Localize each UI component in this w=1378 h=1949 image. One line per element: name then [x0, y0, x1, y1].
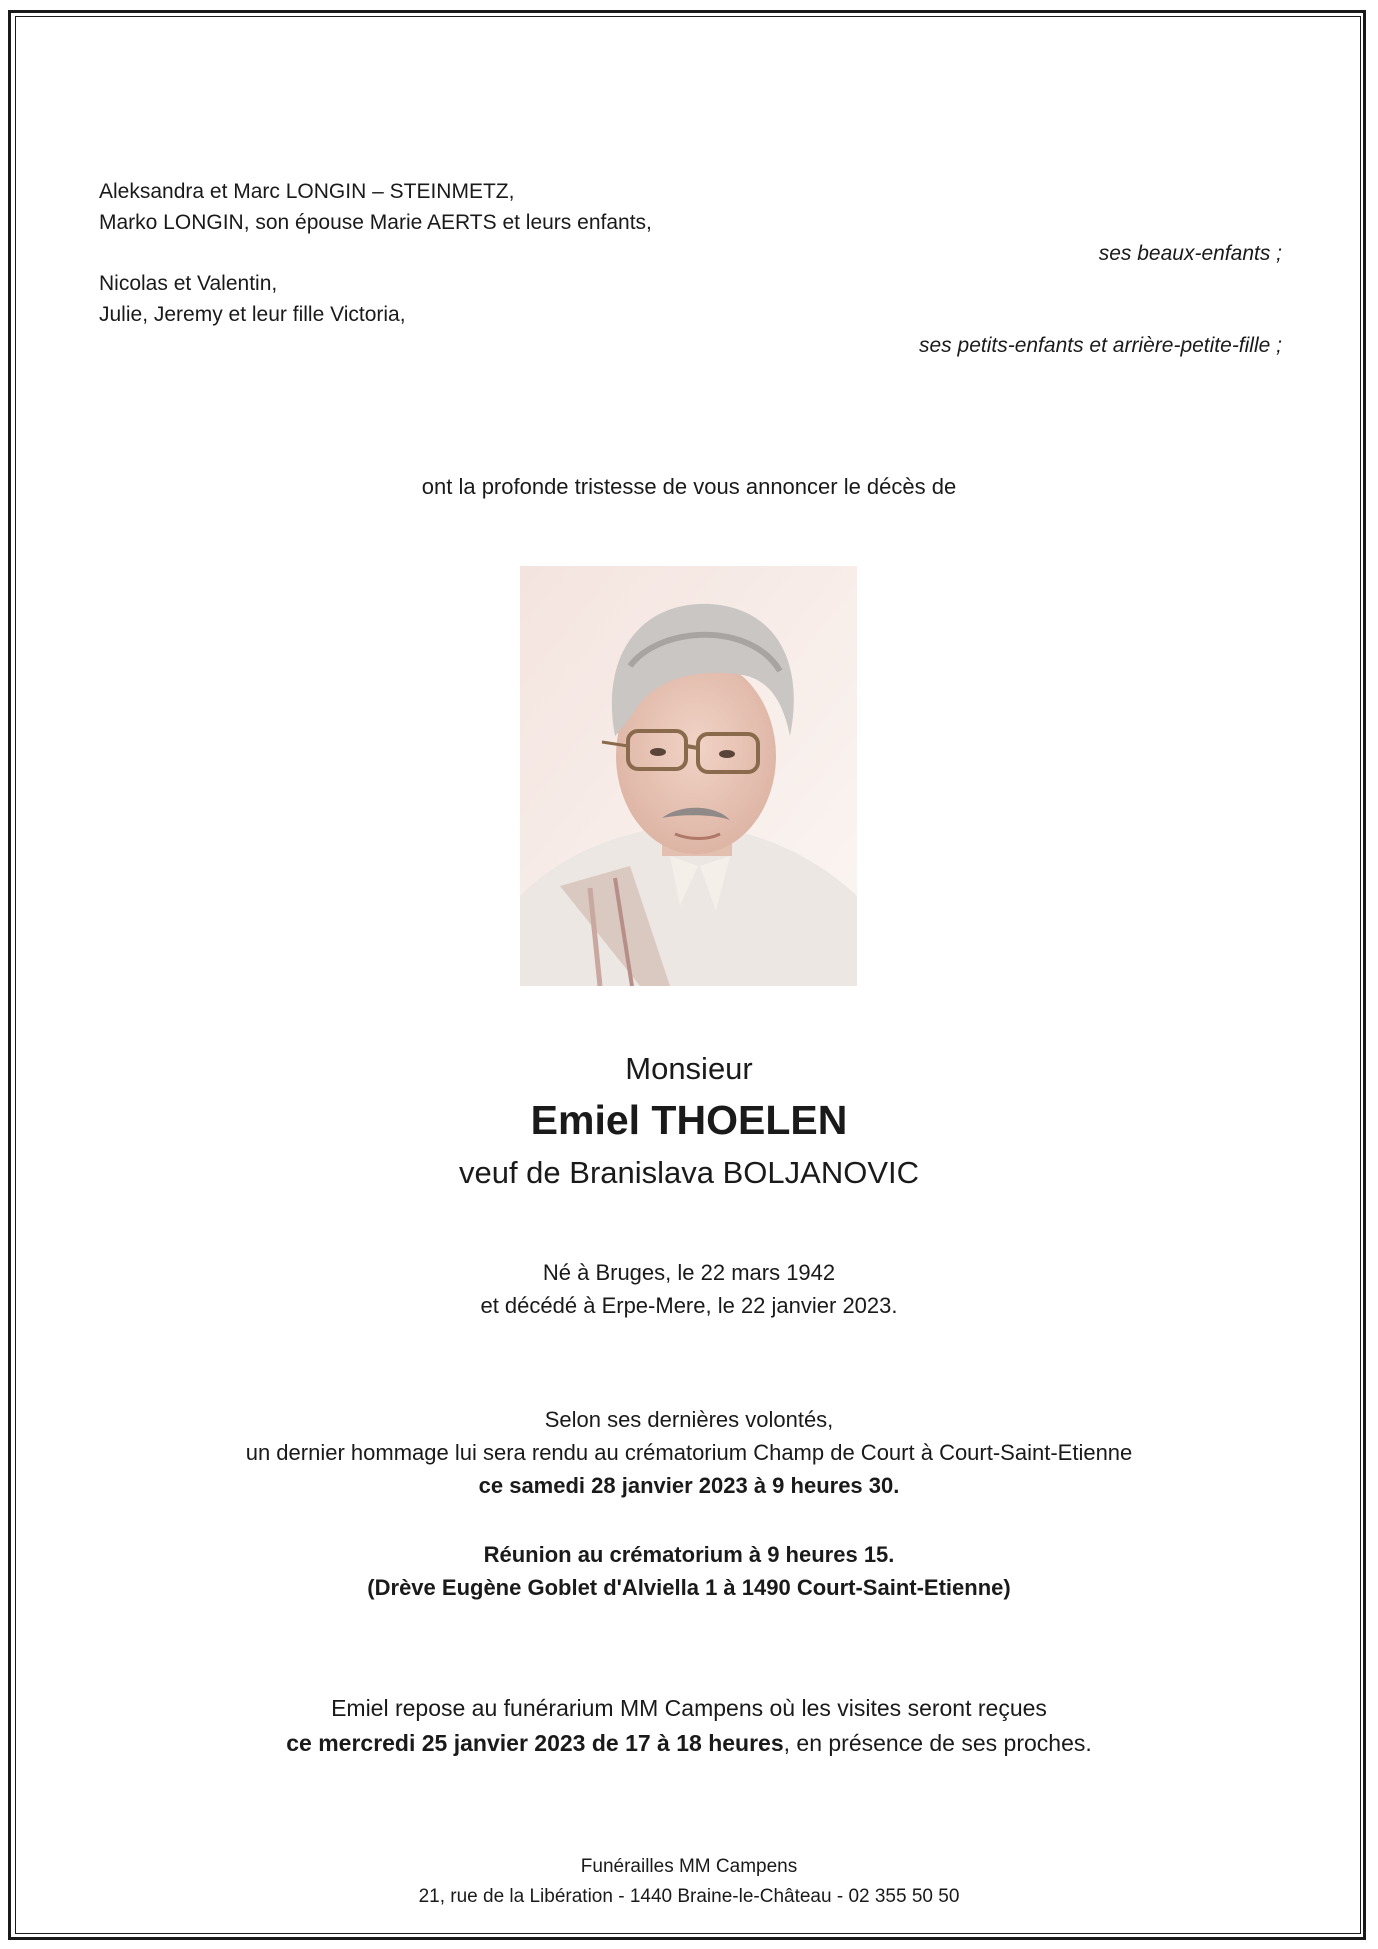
meeting-time: Réunion au crématorium à 9 heures 15.	[483, 1542, 895, 1567]
funeral-home-address: 21, rue de la Libération - 1440 Braine-le-Château - 02 355 50 50	[418, 1886, 960, 1907]
portrait-photo	[520, 566, 857, 986]
widow-of-text: veuf de Branislava BOLJANOVIC	[458, 1155, 920, 1190]
dates-block	[0, 1256, 1378, 1322]
relation-label: ses beaux-enfants ;	[1098, 242, 1282, 265]
visit-presence: , en présence de ses proches.	[783, 1730, 1092, 1756]
family-line: Nicolas et Valentin,	[99, 272, 278, 295]
meeting-address: (Drève Eugène Goblet d'Alviella 1 à 1490 Court-Saint-Etienne)	[367, 1575, 1011, 1600]
announcement-text: ont la profonde tristesse de vous annoncer le décès de	[421, 474, 957, 499]
ceremony-intro: Selon ses dernières volontés,	[544, 1407, 834, 1432]
relation-label: ses petits-enfants et arrière-petite-fille ;	[919, 334, 1282, 357]
footer	[0, 1852, 1378, 1912]
visit-block	[0, 1691, 1378, 1761]
meeting-block	[0, 1538, 1378, 1604]
visit-date-line	[0, 1726, 1378, 1761]
family-line: Julie, Jeremy et leur fille Victoria,	[99, 303, 406, 326]
birth-text: Né à Bruges, le 22 mars 1942	[542, 1260, 836, 1285]
step-children-block	[99, 176, 1282, 269]
death-text: et décédé à Erpe-Mere, le 22 janvier 2023.	[480, 1293, 898, 1318]
funeral-home-name: Funérailles MM Campens	[580, 1856, 798, 1877]
family-line: Marko LONGIN, son épouse Marie AERTS et leurs enfants,	[99, 211, 652, 234]
deceased-name: Emiel THOELEN	[530, 1097, 848, 1143]
visit-date: ce mercredi 25 janvier 2023 de 17 à 18 heures	[286, 1730, 784, 1756]
ceremony-block	[0, 1403, 1378, 1502]
family-line: Aleksandra et Marc LONGIN – STEINMETZ,	[99, 180, 515, 203]
ceremony-date: ce samedi 28 janvier 2023 à 9 heures 30.	[478, 1473, 900, 1498]
visit-intro: Emiel repose au funérarium MM Campens où les visites seront reçues	[331, 1695, 1047, 1721]
ceremony-location: un dernier hommage lui sera rendu au crématorium Champ de Court à Court-Saint-Etienne	[245, 1440, 1133, 1465]
honorific-title: Monsieur	[625, 1051, 753, 1086]
grandchildren-block	[99, 268, 1282, 361]
